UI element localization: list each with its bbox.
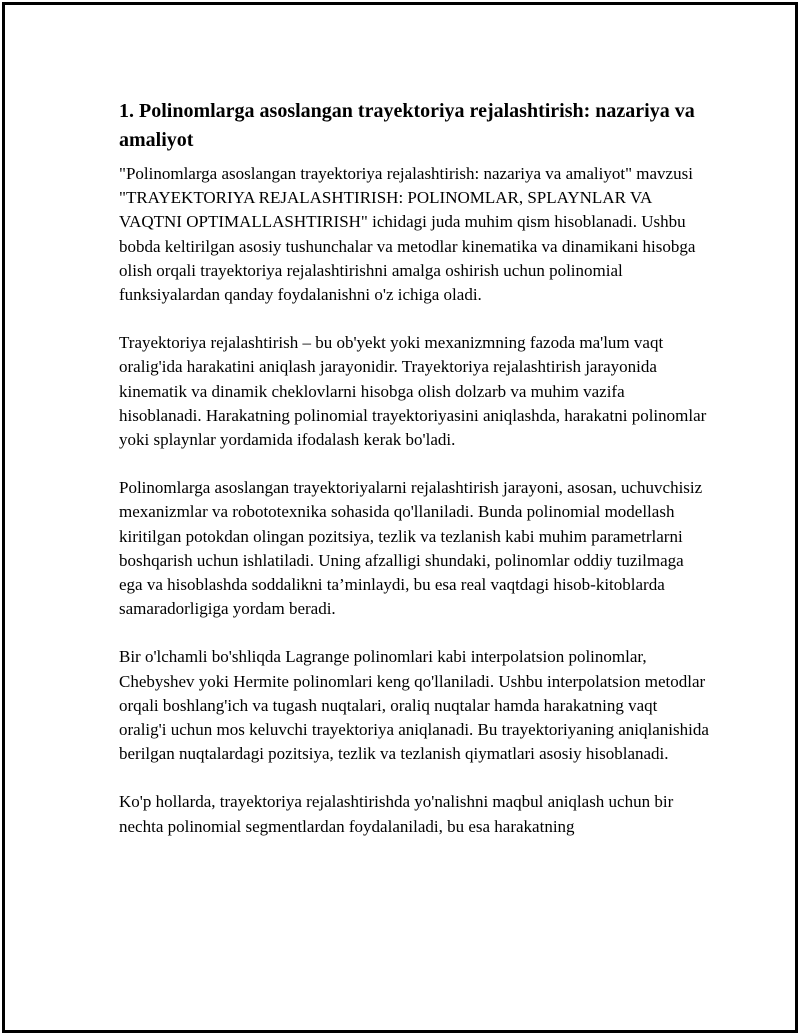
section-heading: 1. Polinomlarga asoslangan trayektoriya rejalashtirish: nazariya va amaliyot [119, 100, 695, 151]
page-frame [2, 2, 798, 1033]
document-body [119, 97, 709, 863]
paragraph: Ko'p hollarda, trayektoriya rejalashtirishda yo'nalishni maqbul aniqlash uchun bir nechta polinomial segmentlardan foydalaniladi, bu esa harakatning [119, 792, 674, 836]
paragraph: Bir o'lchamli bo'shliqda Lagrange polinomlari kabi interpolatsion polinomlar, Chebyshev yoki Hermite polinomlari keng qo'llaniladi. Ushbu interpolatsion metodlar orqali boshlang'ich va tugash nuqtalari, oraliq nuqtalar hamda harakatning vaqt oralig'i uchun mos keluvchi trayektoriya aniqlanadi. Bu trayektoriyaning aniqlanishida berilgan nuqtalardagi pozitsiya, tezlik va tezlanish qiymatlari asosiy hisoblanadi. [119, 647, 709, 764]
paragraph: "Polinomlarga asoslangan trayektoriya rejalashtirish: nazariya va amaliyot" mavzusi "TRAYEKTORIYA REJALASHTIRISH: POLINOMLAR, SPLAYNLAR VA VAQTNI OPTIMALLASHTIRISH" ichidagi juda muhim qism hisoblanadi. Ushbu bobda keltirilgan asosiy tushunchalar va metodlar kinematika va dinamikani hisobga olish orqali trayektoriya rejalashtirishni amalga oshirish uchun polinomial funksiyalardan qanday foydalanishni o'z ichiga oladi. [119, 164, 696, 305]
paragraph: Trayektoriya rejalashtirish – bu ob'yekt yoki mexanizmning fazoda ma'lum vaqt oralig'ida harakatini aniqlash jarayonidir. Trayektoriya rejalashtirish jarayonida kinematik va dinamik cheklovlarni hisobga olish dolzarb va muhim vazifa hisoblanadi. Harakatning polinomial trayektoriyasini aniqlashda, harakatni polinomlar yoki splaynlar yordamida ifodalash kerak bo'ladi. [119, 333, 707, 450]
paragraph: Polinomlarga asoslangan trayektoriyalarni rejalashtirish jarayoni, asosan, uchuvchisiz mexanizmlar va robototexnika sohasida qo'llaniladi. Bunda polinomial modellash kiritilgan potokdan olingan pozitsiya, tezlik va tezlanish kabi muhim parametrlarni boshqarish uchun ishlatiladi. Uning afzalligi shundaki, polinomlar oddiy tuzilmaga ega va hisoblashda soddalikni ta’minlaydi, bu esa real vaqtdagi hisob-kitoblarda samaradorligiga yordam beradi. [119, 478, 703, 619]
